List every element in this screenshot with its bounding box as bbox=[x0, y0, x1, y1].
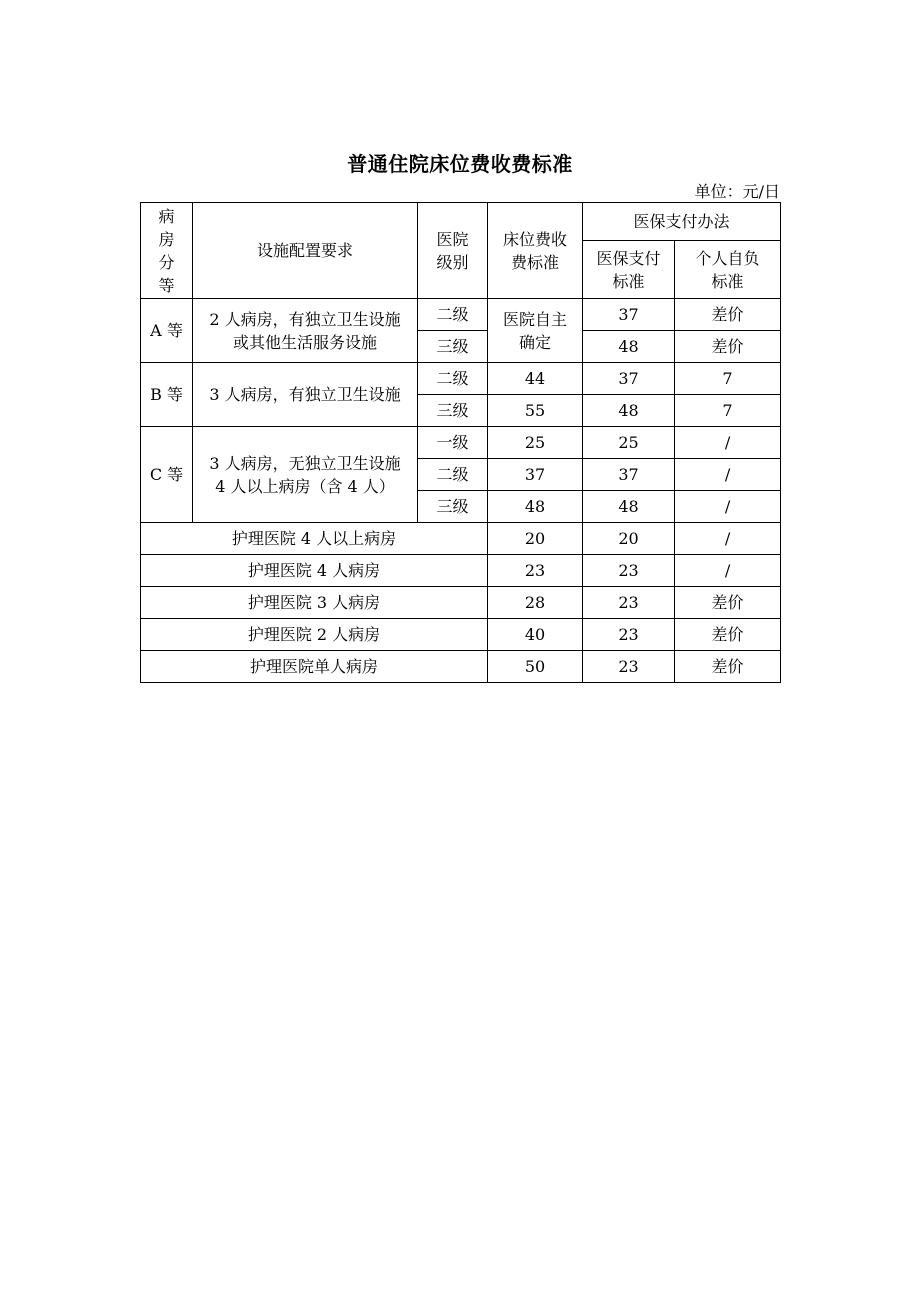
facility-a: 2 人病房，有独立卫生设施 或其他生活服务设施 bbox=[193, 299, 418, 363]
self-pay-cell: 差价 bbox=[675, 299, 781, 331]
level-cell: 一级 bbox=[418, 427, 488, 459]
table-row bbox=[141, 619, 781, 651]
self-pay-cell: / bbox=[675, 459, 781, 491]
table-row bbox=[141, 427, 781, 459]
table-row bbox=[141, 363, 781, 395]
nursing-name-cell: 护理医院 2 人病房 bbox=[141, 619, 488, 651]
header-self-pay: 个人自负 标准 bbox=[675, 241, 781, 299]
fee-cell: 20 bbox=[488, 523, 583, 555]
bed-fee-table bbox=[140, 202, 781, 683]
self-pay-cell: 差价 bbox=[675, 651, 781, 683]
insurance-cell: 23 bbox=[583, 651, 675, 683]
fee-cell: 55 bbox=[488, 395, 583, 427]
table-row bbox=[141, 523, 781, 555]
unit-note: 单位：元/日 bbox=[694, 182, 780, 201]
header-insurance-standard: 医保支付 标准 bbox=[583, 241, 675, 299]
insurance-cell: 23 bbox=[583, 587, 675, 619]
header-insurance-method: 医保支付办法 bbox=[583, 203, 781, 241]
page-title: 普通住院床位费收费标准 bbox=[347, 152, 573, 176]
self-pay-cell: 7 bbox=[675, 395, 781, 427]
header-row bbox=[141, 203, 781, 241]
table-row bbox=[141, 651, 781, 683]
fee-cell: 48 bbox=[488, 491, 583, 523]
ward-class-a: A 等 bbox=[141, 299, 193, 363]
header-bed-fee: 床位费收 费标准 bbox=[488, 203, 583, 299]
insurance-cell: 48 bbox=[583, 395, 675, 427]
insurance-cell: 23 bbox=[583, 555, 675, 587]
self-pay-cell: / bbox=[675, 427, 781, 459]
nursing-name-cell: 护理医院 4 人病房 bbox=[141, 555, 488, 587]
header-hospital-level: 医院 级别 bbox=[418, 203, 488, 299]
self-pay-cell: 差价 bbox=[675, 587, 781, 619]
fee-cell: 50 bbox=[488, 651, 583, 683]
header-ward-class: 病 房 分 等 bbox=[141, 203, 193, 299]
level-cell: 三级 bbox=[418, 491, 488, 523]
nursing-name-cell: 护理医院单人病房 bbox=[141, 651, 488, 683]
level-cell: 三级 bbox=[418, 395, 488, 427]
level-cell: 二级 bbox=[418, 363, 488, 395]
fee-cell: 23 bbox=[488, 555, 583, 587]
self-pay-cell: 差价 bbox=[675, 331, 781, 363]
fee-cell: 28 bbox=[488, 587, 583, 619]
insurance-cell: 20 bbox=[583, 523, 675, 555]
level-cell: 三级 bbox=[418, 331, 488, 363]
self-pay-cell: 差价 bbox=[675, 619, 781, 651]
table-row bbox=[141, 555, 781, 587]
header-facility: 设施配置要求 bbox=[193, 203, 418, 299]
insurance-cell: 25 bbox=[583, 427, 675, 459]
fee-cell: 40 bbox=[488, 619, 583, 651]
self-pay-cell: 7 bbox=[675, 363, 781, 395]
level-cell: 二级 bbox=[418, 299, 488, 331]
insurance-cell: 23 bbox=[583, 619, 675, 651]
table-row bbox=[141, 299, 781, 331]
level-cell: 二级 bbox=[418, 459, 488, 491]
facility-b: 3 人病房，有独立卫生设施 bbox=[193, 363, 418, 427]
insurance-cell: 37 bbox=[583, 363, 675, 395]
fee-cell: 44 bbox=[488, 363, 583, 395]
ward-class-b: B 等 bbox=[141, 363, 193, 427]
nursing-name-cell: 护理医院 4 人以上病房 bbox=[141, 523, 488, 555]
facility-c: 3 人病房，无独立卫生设施 4 人以上病房（含 4 人） bbox=[193, 427, 418, 523]
insurance-cell: 37 bbox=[583, 459, 675, 491]
self-pay-cell: / bbox=[675, 491, 781, 523]
bed-fee-a: 医院自主 确定 bbox=[488, 299, 583, 363]
insurance-cell: 48 bbox=[583, 491, 675, 523]
table-row bbox=[141, 587, 781, 619]
ward-class-c: C 等 bbox=[141, 427, 193, 523]
fee-cell: 37 bbox=[488, 459, 583, 491]
insurance-cell: 37 bbox=[583, 299, 675, 331]
fee-cell: 25 bbox=[488, 427, 583, 459]
self-pay-cell: / bbox=[675, 523, 781, 555]
self-pay-cell: / bbox=[675, 555, 781, 587]
nursing-name-cell: 护理医院 3 人病房 bbox=[141, 587, 488, 619]
insurance-cell: 48 bbox=[583, 331, 675, 363]
